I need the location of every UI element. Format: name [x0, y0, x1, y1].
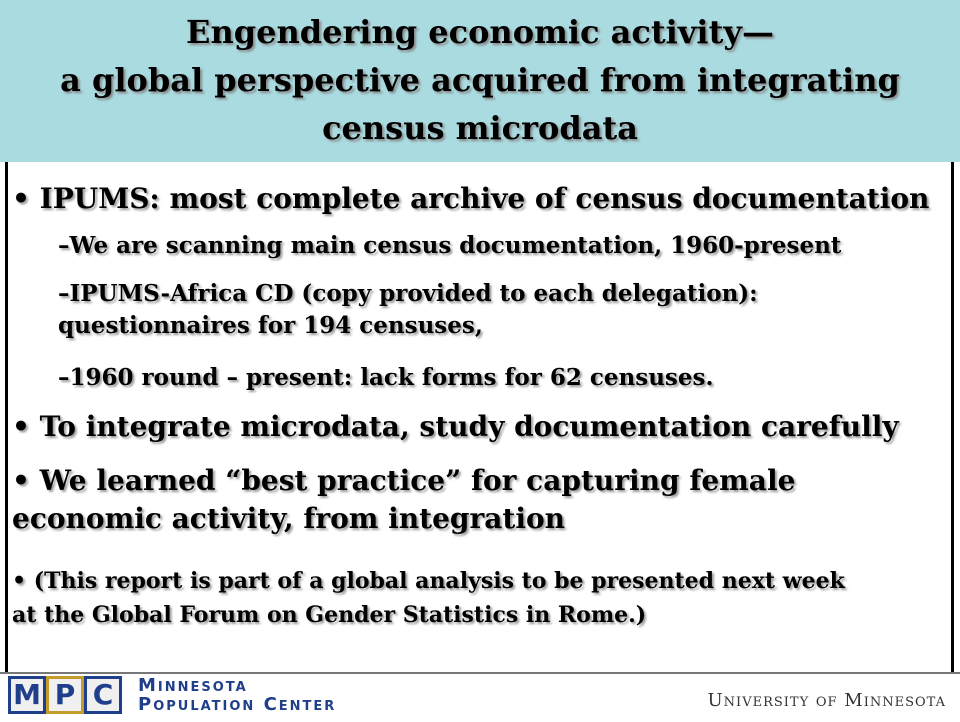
logo-letter-p: P [46, 676, 84, 714]
sub-bullet-scanning: –We are scanning main census documentation, 1960-present [58, 232, 842, 259]
right-border-line [951, 162, 954, 672]
logo-letter-c: C [84, 676, 122, 714]
title-line-1: Engendering economic activity— [186, 13, 774, 51]
sub-bullet-1960-round: –1960 round – present: lack forms for 62 censuses. [58, 364, 714, 391]
mpc-org-name [138, 676, 336, 714]
sub-bullet-africa-cd-cont: questionnaires for 194 censuses, [58, 312, 483, 339]
bullet-best-practice: • We learned “best practice” for capturing female [12, 464, 796, 497]
title-line-3: census microdata [322, 109, 638, 147]
bullet-report: • (This report is part of a global analysis to be presented next week [12, 568, 845, 594]
bullet-best-practice-cont: economic activity, from integration [12, 502, 565, 535]
sub-bullet-africa-cd: –IPUMS-Africa CD (copy provided to each delegation): [58, 280, 758, 307]
title-line-2: a global perspective acquired from integrating [60, 61, 900, 99]
left-border-line [5, 162, 8, 672]
university-name: University of Minnesota [707, 690, 946, 711]
slide-title [0, 8, 960, 152]
bullet-ipums: • IPUMS: most complete archive of census documentation [12, 182, 930, 215]
bullet-integrate: • To integrate microdata, study documentation carefully [12, 410, 899, 443]
bullet-report-cont: at the Global Forum on Gender Statistics in Rome.) [12, 602, 647, 628]
mpc-logo [8, 676, 122, 714]
org-name-line-1: Minnesota [138, 675, 248, 696]
logo-letter-m: M [8, 676, 46, 714]
org-name-line-2: Population Center [138, 694, 337, 715]
